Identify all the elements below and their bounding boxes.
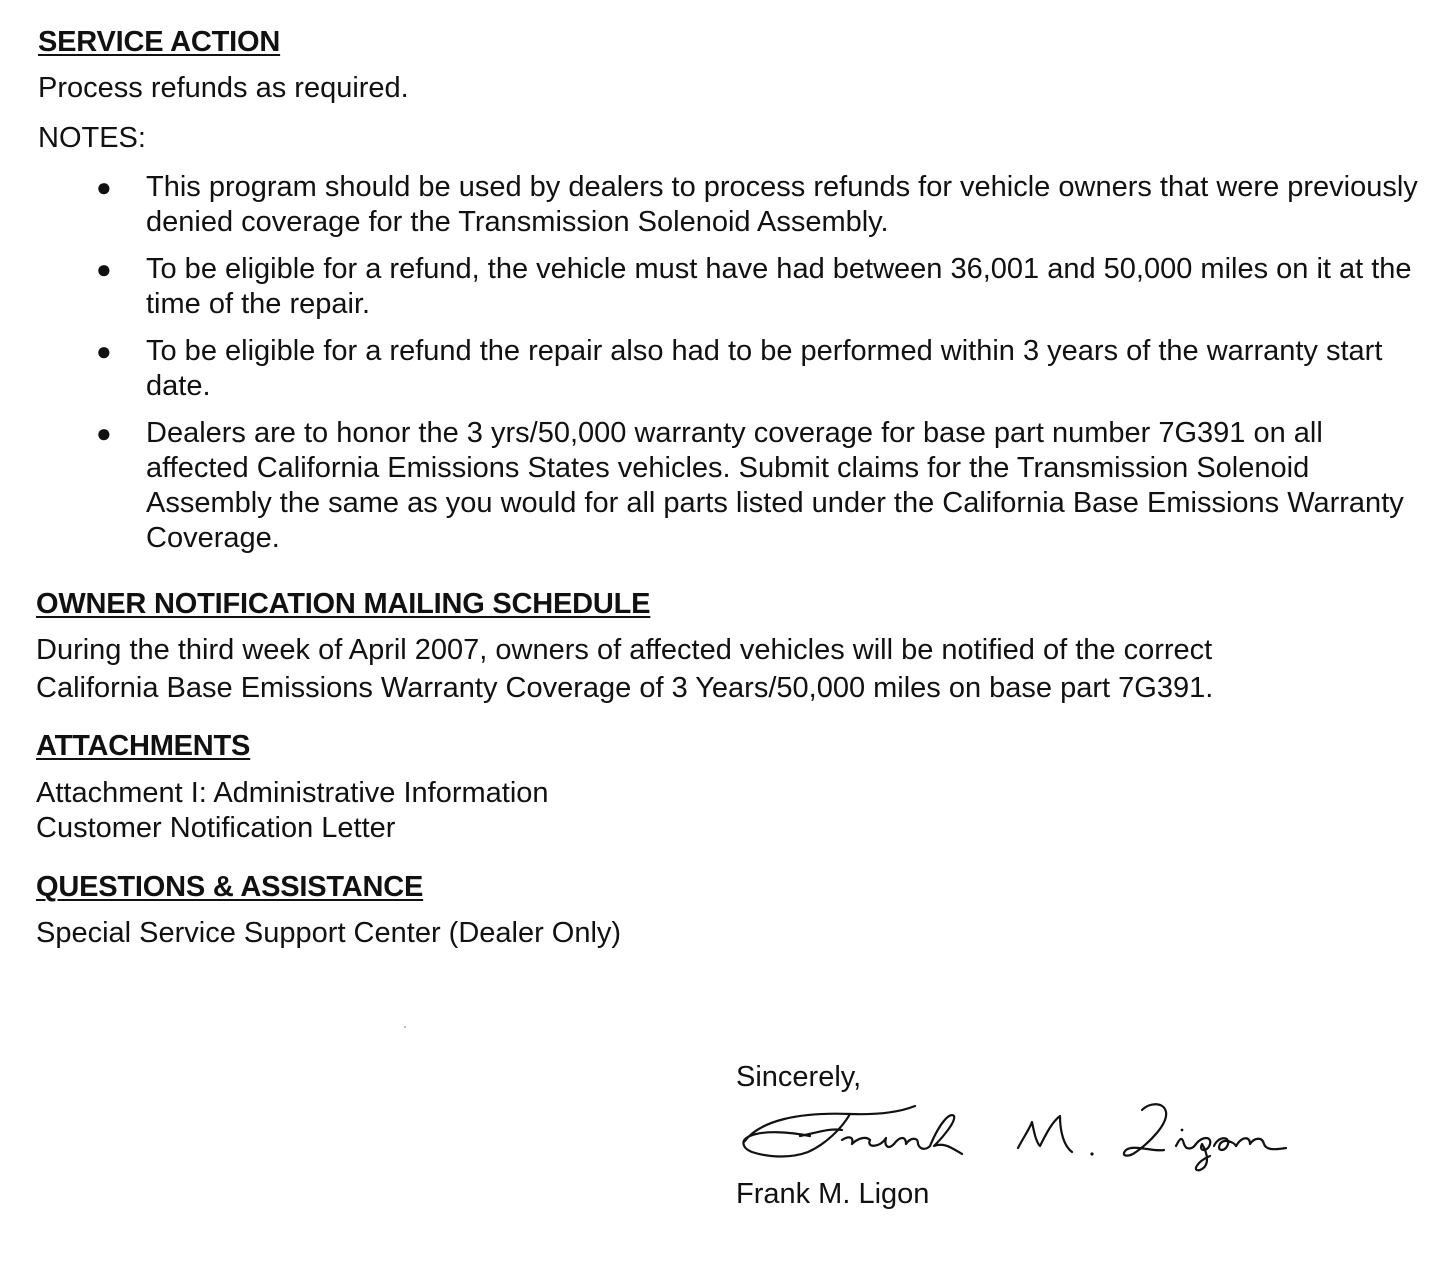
note-item — [96, 252, 1426, 322]
attachment-item: Customer Notification Letter — [36, 812, 396, 844]
attachments-heading: ATTACHMENTS — [36, 730, 251, 762]
handwritten-signature — [730, 1092, 1310, 1182]
note-item — [96, 416, 1426, 556]
questions-text: Special Service Support Center (Dealer Only) — [36, 917, 622, 949]
note-text: To be eligible for a refund the repair also had to be performed within 3 years of the warranty start date. — [146, 335, 1383, 402]
service-action-text: Process refunds as required. — [38, 72, 409, 104]
mailing-schedule-heading: OWNER NOTIFICATION MAILING SCHEDULE — [36, 588, 651, 620]
scan-speck — [404, 1026, 406, 1028]
note-text: To be eligible for a refund, the vehicle must have had between 36,001 and 50,000 miles on it at the time of the repair. — [146, 253, 1412, 320]
closing-name: Frank M. Ligon — [736, 1178, 930, 1210]
notes-label: NOTES: — [38, 122, 146, 154]
bullet-icon: ● — [96, 336, 112, 366]
mailing-schedule-line-2: California Base Emissions Warranty Coverage of 3 Years/50,000 miles on base part 7G391. — [36, 672, 1214, 704]
questions-heading: QUESTIONS & ASSISTANCE — [36, 871, 424, 903]
bullet-icon: ● — [96, 418, 112, 448]
note-text: Dealers are to honor the 3 yrs/50,000 warranty coverage for base part number 7G391 on all affected California Emissions States vehicles. Submit claims for the Transmission Solenoid Assembly the same as you would for all parts listed under the California Base Emissions Warranty Coverage. — [146, 417, 1404, 554]
notes-list — [96, 170, 1426, 568]
service-action-heading: SERVICE ACTION — [38, 26, 281, 58]
bullet-icon: ● — [96, 254, 112, 284]
closing-salutation: Sincerely, — [736, 1061, 862, 1093]
note-text: This program should be used by dealers to process refunds for vehicle owners that were previously denied coverage for the Transmission Solenoid Assembly. — [146, 171, 1418, 238]
mailing-schedule-line-1: During the third week of April 2007, owners of affected vehicles will be notified of the correct — [36, 634, 1213, 666]
bullet-icon: ● — [96, 172, 112, 202]
note-item — [96, 170, 1426, 240]
note-item — [96, 334, 1426, 404]
attachment-item: Attachment I: Administrative Information — [36, 777, 549, 809]
